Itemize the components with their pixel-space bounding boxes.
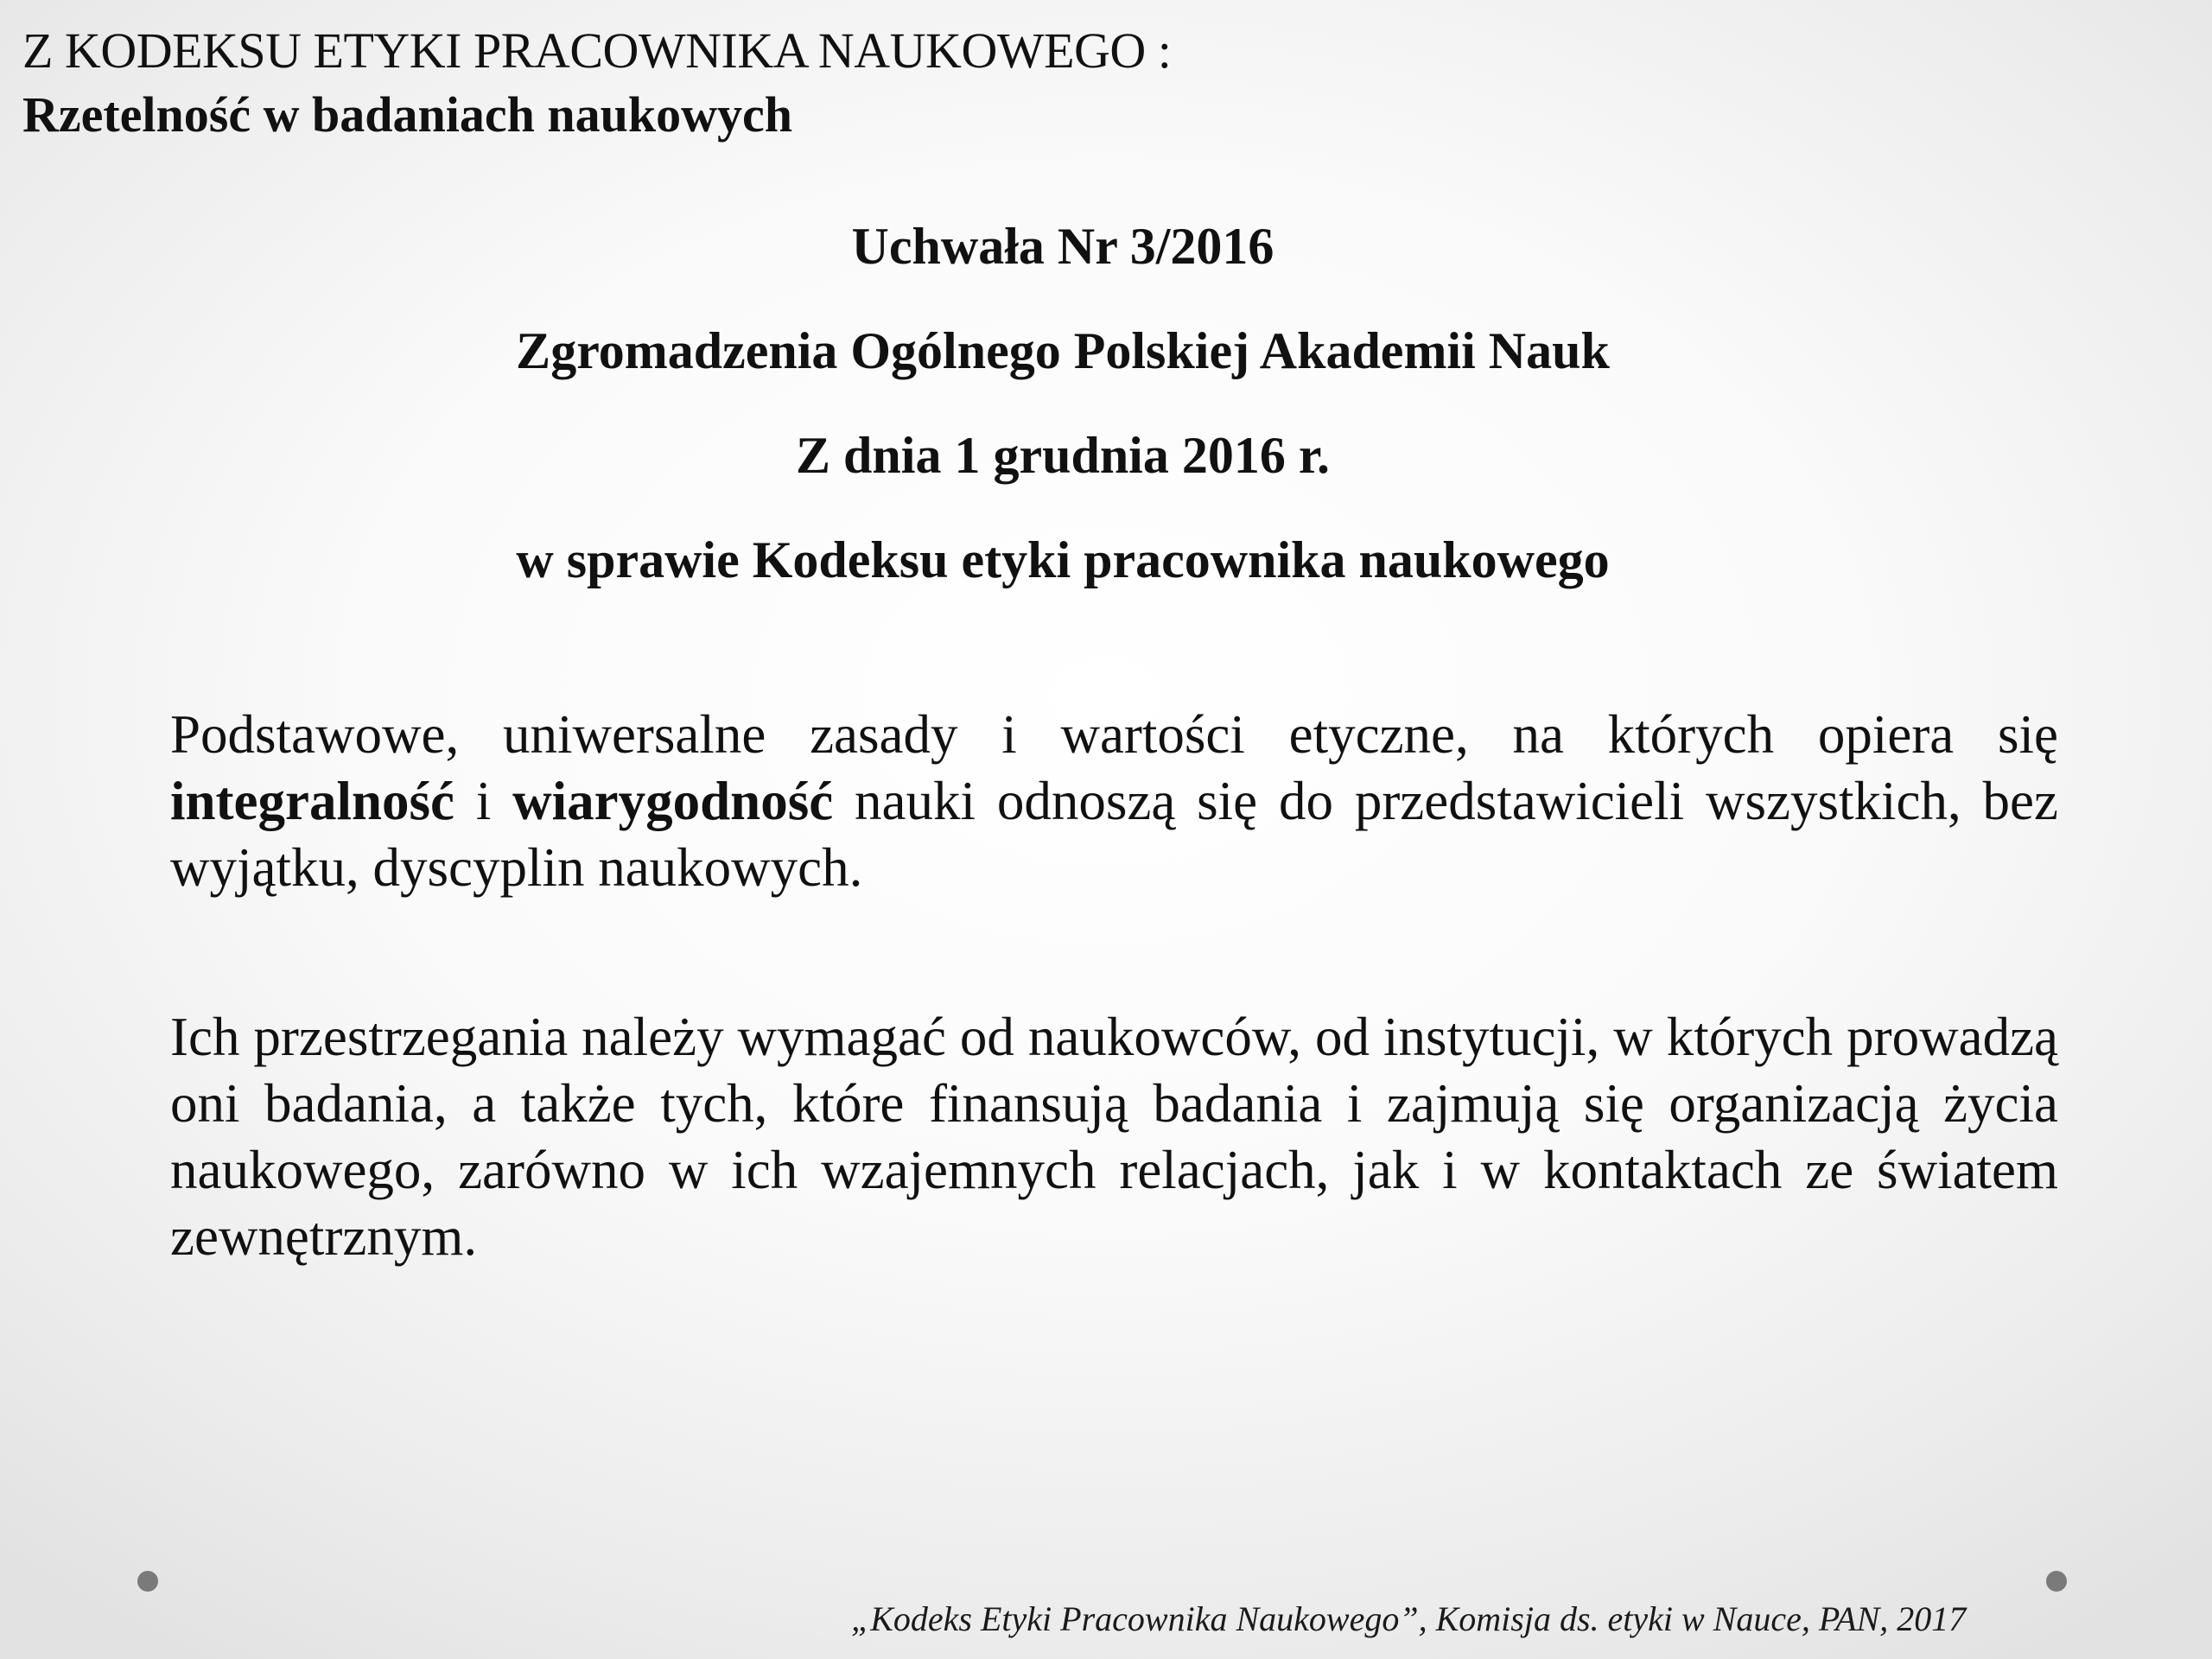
resolution-subject: w sprawie Kodeksu etyki pracownika naukowego (516, 531, 1610, 588)
paragraph-principles (170, 702, 2058, 901)
paragraph-principles-rest: nauki odnoszą się do przedstawicieli wszystkich, bez wyjątku, dyscyplin naukowych. (170, 771, 2058, 898)
source-citation: „Kodeks Etyki Pracownika Naukowego”, Komisja ds. etyki w Nauce, PAN, 2017 (851, 1599, 1967, 1638)
slide-title: Z KODEKSU ETYKI PRACOWNIKA NAUKOWEGO : (22, 22, 1172, 79)
keyword-integrity: integralność (170, 771, 454, 831)
paragraph-principles-connector: i (454, 771, 513, 831)
keyword-credibility: wiarygodność (512, 771, 834, 831)
resolution-body: Zgromadzenia Ogólnego Polskiej Akademii Nauk (516, 322, 1610, 379)
resolution-date: Z dnia 1 grudnia 2016 r. (796, 427, 1330, 484)
right-bullet-dot (2046, 1571, 2067, 1592)
resolution-number: Uchwała Nr 3/2016 (851, 218, 1274, 275)
paragraph-principles-intro: Podstawowe, uniwersalne zasady i wartości etyczne, na których opiera się (170, 704, 2058, 765)
slide-header (22, 19, 1491, 147)
paragraph-compliance: Ich przestrzegania należy wymagać od naukowców, od instytucji, w których prowadzą oni badania, a także tych, które finansują badania i zajmują się organizacją życia naukowego, zarówno w ich wzajemnych relacjach, jak i w kontaktach ze światem zewnętrznym. (170, 1007, 2058, 1267)
slide-subtitle: Rzetelność w badaniach naukowych (22, 86, 793, 143)
left-bullet-dot (137, 1571, 158, 1592)
